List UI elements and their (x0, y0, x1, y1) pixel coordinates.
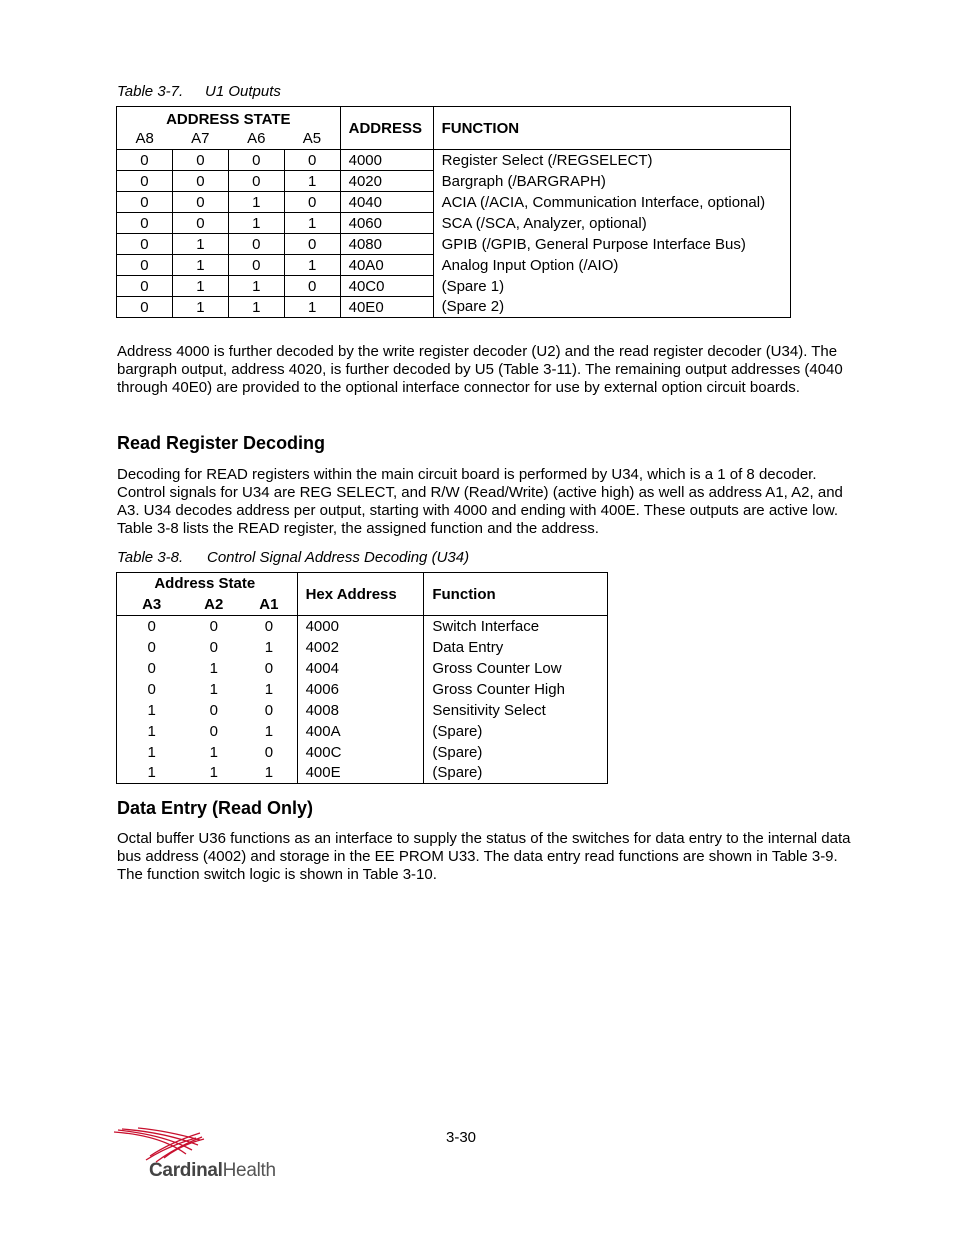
sub-header-a2: A2 (186, 594, 241, 616)
bit-cell: 1 (228, 213, 284, 234)
address-cell: 4008 (297, 700, 424, 721)
bit-cell: 0 (284, 276, 340, 297)
bit-cell: 0 (209, 617, 218, 635)
function-cell: Sensitivity Select (424, 700, 608, 721)
function-cell: Register Select (/REGSELECT) (433, 150, 790, 171)
function-cell: (Spare) (424, 721, 608, 742)
table-row (117, 637, 608, 658)
bit-cell: 0 (117, 679, 187, 700)
table-row (117, 192, 791, 213)
table-row (117, 150, 791, 171)
bit-cell: 1 (228, 192, 284, 213)
address-cell: 4002 (297, 637, 424, 658)
address-state-header: ADDRESS STATE (117, 107, 341, 128)
function-cell: ACIA (/ACIA, Communication Interface, optional) (433, 192, 790, 213)
bit-cell: 0 (284, 192, 340, 213)
sub-header-a7: A7 (172, 128, 228, 150)
function-cell: SCA (/SCA, Analyzer, optional) (433, 213, 790, 234)
bit-cell: 0 (209, 722, 218, 740)
bit-cell: 0 (209, 638, 218, 656)
page-number: 3-30 (446, 1129, 477, 1146)
bit-cell: 1 (228, 276, 284, 297)
function-cell: GPIB (/GPIB, General Purpose Interface Bus) (433, 234, 790, 255)
sub-header-a8: A8 (117, 128, 173, 150)
bit-cell: 1 (284, 297, 340, 318)
u1-outputs-table (116, 106, 791, 318)
bit-cell: 1 (172, 276, 228, 297)
caption-number: Table 3-7. (117, 83, 184, 100)
bit-cell: 1 (209, 743, 218, 761)
table-row (117, 616, 608, 637)
table-row (117, 763, 608, 784)
address-cell: 40A0 (340, 255, 433, 276)
address-cell: 4040 (340, 192, 433, 213)
table-3-8-caption (117, 549, 469, 566)
bit-cell: 1 (209, 659, 218, 677)
address-cell: 4004 (297, 658, 424, 679)
bit-cell: 1 (117, 721, 187, 742)
bit-cell: 0 (117, 297, 173, 318)
function-cell: (Spare) (424, 763, 608, 784)
bit-cell: 0 (117, 658, 187, 679)
paragraph-data-entry: Octal buffer U36 functions as an interface to supply the status of the switches for data entry to the internal data bus address (4002) and storage in the EE PROM U33. The data entry read functions are shown in Table 3-9. The function switch logic is shown in Table 3-10. (117, 830, 851, 883)
bit-cell: 0 (172, 192, 228, 213)
bit-cell: 0 (172, 150, 228, 171)
bit-cell: 0 (264, 701, 274, 719)
table-3-7-caption (117, 83, 281, 100)
address-cell: 40E0 (340, 297, 433, 318)
bit-cell: 0 (264, 743, 274, 761)
function-cell: Gross Counter High (424, 679, 608, 700)
bit-cell: 1 (264, 680, 274, 698)
address-header: ADDRESS (340, 107, 433, 150)
function-cell: (Spare 2) (433, 297, 790, 318)
address-cell: 4060 (340, 213, 433, 234)
address-state-header: Address State (117, 573, 298, 594)
sub-header-a1: A1 (241, 594, 297, 616)
bit-cell: 1 (241, 763, 297, 784)
bit-cell: 0 (209, 701, 218, 719)
table-row (117, 234, 791, 255)
bit-cell: 1 (284, 171, 340, 192)
logo-text-health: Health (222, 1160, 276, 1181)
function-cell: Switch Interface (424, 616, 608, 637)
function-header: Function (424, 573, 608, 616)
bit-cell: 0 (117, 192, 173, 213)
bit-cell: 1 (172, 255, 228, 276)
bit-cell: 0 (117, 255, 173, 276)
caption-number: Table 3-8. (117, 549, 184, 566)
function-cell: (Spare 1) (433, 276, 790, 297)
address-cell: 40C0 (340, 276, 433, 297)
bit-cell: 1 (117, 742, 187, 763)
table-row (117, 700, 608, 721)
address-cell: 400C (297, 742, 424, 763)
logo-wordmark (149, 1160, 276, 1182)
logo-text-cardinal: Cardinal (149, 1160, 223, 1181)
table-row (117, 276, 791, 297)
bit-cell: 1 (117, 763, 187, 784)
function-cell: Analog Input Option (/AIO) (433, 255, 790, 276)
sub-header-a6: A6 (228, 128, 284, 150)
bit-cell: 1 (117, 700, 187, 721)
address-cell: 4080 (340, 234, 433, 255)
address-cell: 4006 (297, 679, 424, 700)
bit-cell: 1 (228, 297, 284, 318)
bit-cell: 1 (264, 638, 274, 656)
bit-cell: 1 (264, 722, 274, 740)
bit-cell: 0 (284, 150, 340, 171)
bit-cell: 0 (117, 276, 173, 297)
bit-cell: 0 (117, 171, 173, 192)
cardinal-health-logo (112, 1126, 282, 1186)
bit-cell: 0 (172, 171, 228, 192)
bit-cell: 1 (172, 234, 228, 255)
caption-title: Control Signal Address Decoding (U34) (207, 549, 470, 566)
bit-cell: 0 (228, 150, 284, 171)
address-cell: 4000 (297, 616, 424, 637)
bit-cell: 0 (284, 234, 340, 255)
bit-cell: 0 (117, 213, 173, 234)
bit-cell: 0 (117, 234, 173, 255)
bit-cell: 0 (117, 150, 173, 171)
table-row (117, 171, 791, 192)
function-cell: (Spare) (424, 742, 608, 763)
heading-data-entry: Data Entry (Read Only) (117, 798, 314, 818)
bit-cell: 0 (117, 637, 187, 658)
address-cell: 4020 (340, 171, 433, 192)
bit-cell: 0 (264, 659, 274, 677)
bit-cell: 0 (117, 616, 187, 637)
hex-address-header: Hex Address (297, 573, 424, 616)
bit-cell: 1 (172, 297, 228, 318)
table-row (117, 679, 608, 700)
address-cell: 400E (297, 763, 424, 784)
control-signal-table (116, 572, 608, 784)
paragraph-read-register: Decoding for READ registers within the main circuit board is performed by U34, which is a 1 of 8 decoder. Control signals for U34 are REG SELECT, and R/W (Read/Write) (active high) as well as address A1, A2, and A3. U34 decodes address per output, starting with 4000 and ending with 400E. These outputs are active low. Table 3-8 lists the READ register, the assigned function and the address. (117, 466, 843, 537)
function-header: FUNCTION (433, 107, 790, 150)
heading-read-register-decoding: Read Register Decoding (117, 433, 326, 453)
table-row (117, 721, 608, 742)
function-cell: Data Entry (424, 637, 608, 658)
sub-header-a3: A3 (117, 594, 187, 616)
bit-cell: 1 (186, 763, 241, 784)
function-cell: Bargraph (/BARGRAPH) (433, 171, 790, 192)
bit-cell: 0 (228, 255, 284, 276)
sub-header-a5: A5 (284, 128, 340, 150)
table-row (117, 297, 791, 318)
table-row (117, 658, 608, 679)
table-row (117, 255, 791, 276)
function-cell: Gross Counter Low (424, 658, 608, 679)
bit-cell: 0 (264, 617, 274, 635)
address-cell: 400A (297, 721, 424, 742)
bit-cell: 0 (172, 213, 228, 234)
table-row (117, 742, 608, 763)
address-cell: 4000 (340, 150, 433, 171)
bit-cell: 1 (209, 680, 218, 698)
paragraph-address-decoding: Address 4000 is further decoded by the write register decoder (U2) and the read register decoder (U34). The bargraph output, address 4020, is further decoded by U5 (Table 3-11). The remaining output addresses (4040 through 40E0) are provided to the optional interface connector for use by external option circuit boards. (117, 343, 843, 396)
table-row (117, 213, 791, 234)
bit-cell: 1 (284, 213, 340, 234)
bit-cell: 0 (228, 234, 284, 255)
caption-title: U1 Outputs (205, 83, 281, 100)
bit-cell: 0 (228, 171, 284, 192)
bit-cell: 1 (284, 255, 340, 276)
